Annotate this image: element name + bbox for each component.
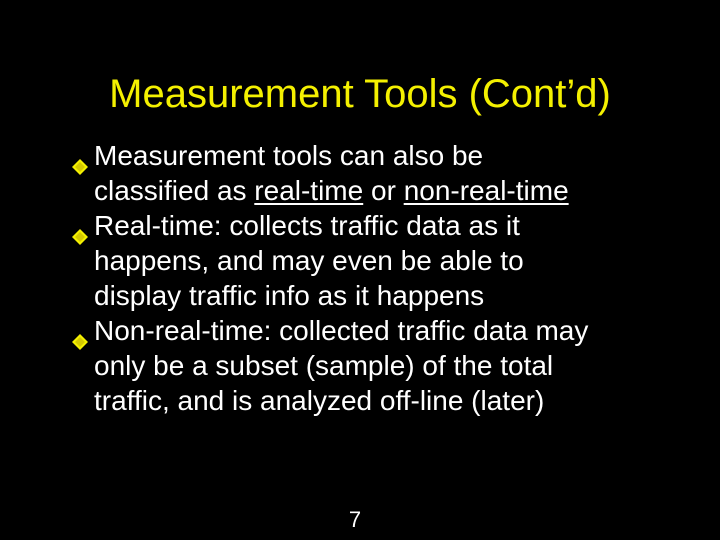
bullet-item-3 [72,313,672,418]
bullet-1-line-2-prefix: classified as [94,175,255,206]
slide-title: Measurement Tools (Cont’d) [109,72,611,116]
bullet-3-line-2: only be a subset (sample) of the total [94,350,554,381]
yellow-diamond-bullet-icon [72,323,88,339]
bullet-item-2 [72,208,672,313]
bullet-3-term: Non-real-time: [94,315,272,346]
yellow-diamond-bullet-icon [72,148,88,164]
underlined-term-real-time: real-time [254,175,364,206]
bullet-2-line-3: display traffic info as it happens [94,280,485,311]
bullet-1-line-2-mid: or [363,175,404,206]
page-number: 7 [348,507,362,532]
bullet-2-term: Real-time: [94,210,222,241]
yellow-diamond-bullet-icon [72,218,88,234]
bullet-2-line-1-rest: collects traffic data as it [221,210,520,241]
bullet-3-line-1 [94,313,672,348]
bullet-3-line-3: traffic, and is analyzed off-line (later) [94,385,545,416]
bullet-3-line-1-rest: collected traffic data may [271,315,589,346]
bullet-1-line-1: Measurement tools can also be [94,140,484,171]
bullet-1-line-2 [94,173,672,208]
underlined-term-non-real-time: non-real-time [403,175,569,206]
bullet-list [72,138,672,418]
bullet-item-1 [72,138,672,208]
bullet-2-line-1 [94,208,672,243]
bullet-2-line-2: happens, and may even be able to [94,245,524,276]
